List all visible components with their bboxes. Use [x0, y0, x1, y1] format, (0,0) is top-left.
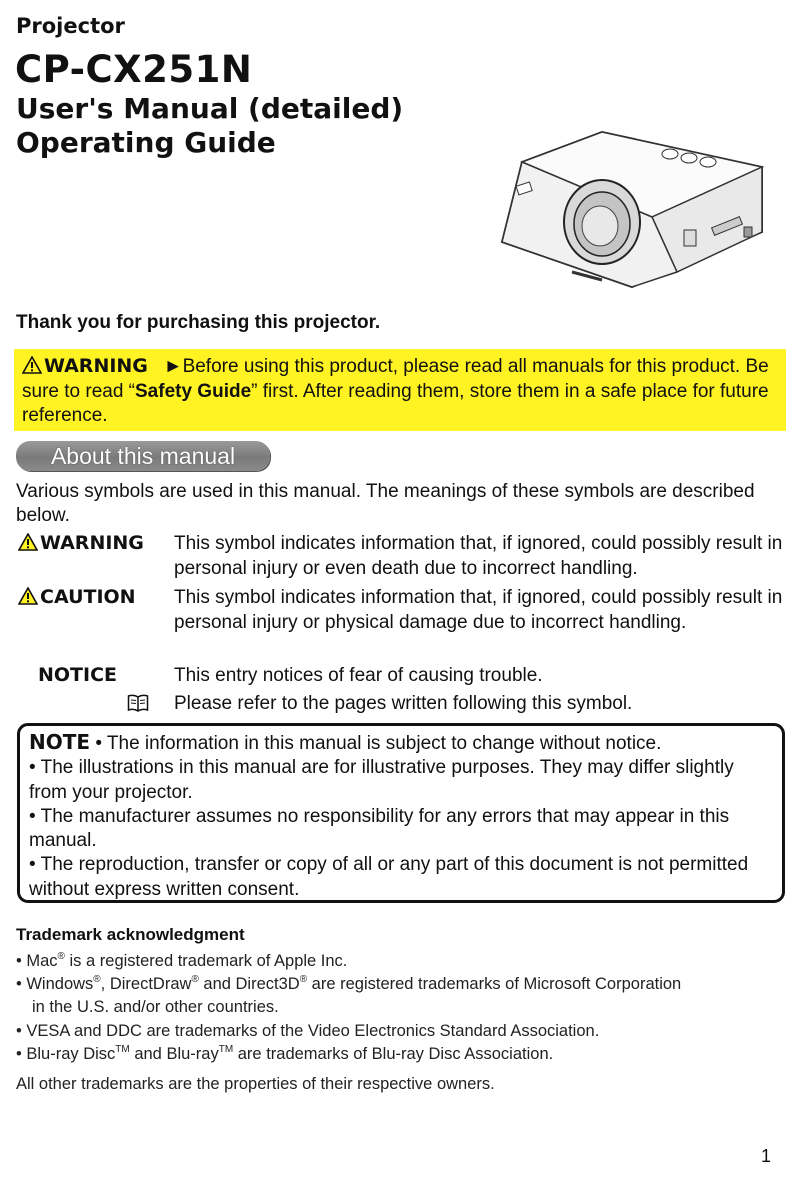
warning-box [14, 349, 786, 431]
note-box [17, 723, 785, 903]
note-item: • The manufacturer assumes no responsibility for any errors that may appear in this manual. [29, 805, 730, 852]
warning-text: Before using this product, please read all manuals for this product. Be sure to read “ [22, 356, 769, 402]
trademark-item-continued: in the U.S. and/or other countries. [32, 998, 279, 1017]
warning-label: WARNING [44, 355, 148, 377]
trademark-item: • Mac® is a registered trademark of Apple Inc. [16, 951, 348, 970]
symbol-warning-text: This symbol indicates information that, if ignored, could possibly result in personal injury or even death due to incorrect handling. [174, 533, 783, 579]
symbol-caution-label [18, 586, 136, 608]
trademark-list [16, 950, 801, 1066]
note-item: • The illustrations in this manual are for illustrative purposes. They may differ slightly from your projector. [29, 757, 734, 803]
document-label: Projector [16, 14, 125, 38]
symbol-book-text: Please refer to the pages written following this symbol. [174, 693, 633, 714]
projector-illustration [462, 122, 782, 302]
note-label: NOTE [29, 730, 91, 754]
page-number: 1 [761, 1146, 772, 1166]
note-item: • The reproduction, transfer or copy of all or any part of this document is not permitted without express written consent. [29, 854, 749, 900]
symbol-warning-name: WARNING [40, 532, 144, 554]
manual-title: User's Manual (detailed) [16, 92, 404, 125]
safety-guide-reference: Safety Guide [135, 380, 252, 402]
symbol-notice-text: This entry notices of fear of causing trouble. [174, 665, 543, 686]
warning-text-end: ” first. After reading them, store them in a safe place for future reference. [22, 380, 769, 426]
model-number: CP-CX251N [15, 48, 253, 91]
symbol-caution-name: CAUTION [40, 586, 136, 608]
caution-triangle-icon [18, 587, 38, 605]
arrow-icon: ► [163, 356, 183, 377]
symbol-caution-text: This symbol indicates information that, if ignored, could possibly result in personal injury or physical damage due to incorrect handling. [174, 587, 783, 633]
book-icon [127, 693, 149, 712]
about-intro: Various symbols are used in this manual. The meanings of these symbols are described below. [16, 481, 755, 526]
warning-triangle-icon [18, 533, 38, 551]
trademark-item: • Blu-ray Disc™ and Blu-ray™ are trademarks of Blu-ray Disc Association. [16, 1043, 554, 1063]
trademark-item: • VESA and DDC are trademarks of the Video Electronics Standard Association. [16, 1021, 600, 1040]
warning-triangle-icon [22, 356, 42, 374]
trademark-heading: Trademark acknowledgment [16, 925, 245, 944]
thanks-text: Thank you for purchasing this projector. [16, 312, 381, 333]
trademark-item: • Windows®, DirectDraw® and Direct3D® are registered trademarks of Microsoft Corporation [16, 974, 682, 994]
about-heading: About this manual [16, 441, 270, 471]
symbol-warning-label [18, 532, 144, 554]
note-item: NOTE • The information in this manual is subject to change without notice. [29, 730, 662, 754]
symbol-notice-label: NOTICE [38, 664, 118, 686]
trademark-closing: All other trademarks are the properties of their respective owners. [16, 1075, 495, 1093]
manual-subtitle: Operating Guide [16, 126, 276, 159]
